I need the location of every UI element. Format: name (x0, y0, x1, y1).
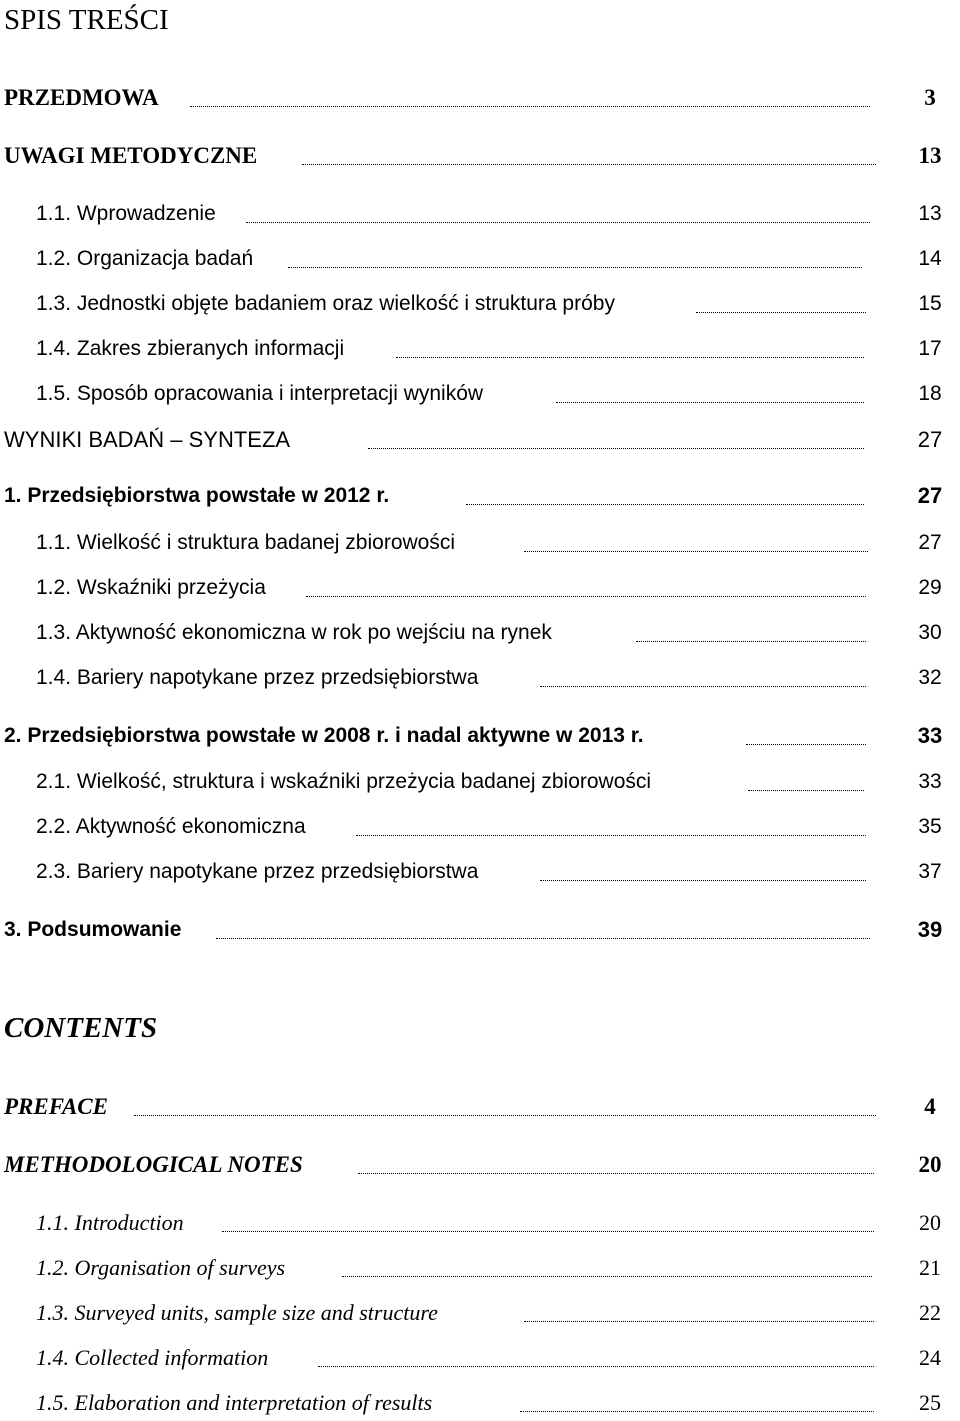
toc-entry[interactable] (0, 572, 960, 604)
toc-entry[interactable] (0, 1252, 960, 1284)
toc-entry[interactable] (0, 1207, 960, 1239)
entry-title: 1.4. Collected information (36, 1345, 269, 1370)
dot-leader (288, 243, 862, 268)
toc-entry[interactable] (0, 424, 960, 456)
page-number: 15 (918, 292, 942, 315)
page-number: 33 (918, 770, 942, 793)
dot-leader (358, 1149, 874, 1174)
toc-title-en: CONTENTS (4, 1012, 158, 1044)
dot-leader (540, 662, 866, 687)
entry-title: 1.2. Wskaźniki przeżycia (36, 576, 266, 599)
page-number: 27 (918, 531, 942, 554)
dot-leader (306, 572, 866, 597)
entry-title: 1.2. Organizacja badań (36, 247, 254, 270)
entry-title: 1.4. Bariery napotykane przez przedsiębiorstwa (36, 666, 479, 689)
toc-entry[interactable] (0, 1342, 960, 1374)
page-number: 13 (918, 202, 942, 225)
dot-leader (556, 378, 864, 403)
page-number: 3 (924, 85, 936, 110)
toc-entry[interactable] (0, 914, 960, 946)
toc-entry[interactable] (0, 811, 960, 843)
page-number: 30 (918, 621, 942, 644)
toc-entry[interactable] (0, 766, 960, 798)
page-number: 24 (919, 1345, 941, 1370)
page-number: 20 (919, 1210, 941, 1235)
toc-entry[interactable] (0, 527, 960, 559)
dot-leader (302, 140, 876, 165)
entry-title: 1.4. Zakres zbieranych informacji (36, 337, 345, 360)
toc-entry[interactable] (0, 1297, 960, 1329)
dot-leader (134, 1091, 876, 1116)
entry-title: 1.1. Introduction (36, 1210, 184, 1235)
toc-entry[interactable] (0, 1149, 960, 1181)
dot-leader (636, 617, 866, 642)
dot-leader (356, 811, 866, 836)
entry-title: 1.3. Surveyed units, sample size and structure (36, 1300, 438, 1325)
toc-entry[interactable] (0, 378, 960, 410)
entry-title: 2.1. Wielkość, struktura i wskaźniki przeżycia badanej zbiorowości (36, 770, 652, 793)
entry-title: 2.2. Aktywność ekonomiczna (36, 815, 306, 838)
entry-title: 1.2. Organisation of surveys (36, 1255, 286, 1280)
page-number: 39 (917, 917, 943, 942)
page-number: 13 (918, 143, 942, 168)
page-number: 14 (918, 247, 942, 270)
toc-entry[interactable] (0, 333, 960, 365)
toc-english (0, 1000, 960, 1421)
toc-title-pl: SPIS TREŚCI (4, 4, 169, 36)
entry-title: 2. Przedsiębiorstwa powstałe w 2008 r. i nadal aktywne w 2013 r. (4, 724, 644, 747)
page-number: 4 (924, 1094, 936, 1119)
entry-title: 1. Przedsiębiorstwa powstałe w 2012 r. (4, 484, 390, 507)
dot-leader (318, 1342, 874, 1367)
page-number: 37 (918, 860, 942, 883)
dot-leader (396, 333, 864, 358)
dot-leader (746, 720, 866, 745)
page-number: 29 (918, 576, 942, 599)
page-number: 35 (918, 815, 942, 838)
page-number: 17 (918, 337, 942, 360)
toc-entry[interactable] (0, 288, 960, 320)
dot-leader (216, 914, 870, 939)
entry-title: 1.1. Wielkość i struktura badanej zbiorowości (36, 531, 456, 554)
toc-entry[interactable] (0, 1091, 960, 1123)
dot-leader (748, 766, 864, 791)
toc-entry[interactable] (0, 720, 960, 752)
page-number: 27 (917, 483, 943, 508)
toc-entry[interactable] (0, 198, 960, 230)
page-number: 22 (919, 1300, 941, 1325)
toc-entry[interactable] (0, 856, 960, 888)
entry-title: 1.5. Elaboration and interpretation of results (36, 1390, 433, 1415)
page-number: 27 (917, 427, 943, 452)
entry-title: PRZEDMOWA (4, 85, 159, 110)
dot-leader (222, 1207, 874, 1232)
dot-leader (466, 480, 864, 505)
entry-title: 3. Podsumowanie (4, 918, 182, 941)
dot-leader (246, 198, 870, 223)
entry-title: 1.3. Aktywność ekonomiczna w rok po wejściu na rynek (36, 621, 552, 644)
toc-entry[interactable] (0, 82, 960, 114)
page-number: 33 (917, 723, 943, 748)
toc-entry[interactable] (0, 617, 960, 649)
dot-leader (190, 82, 870, 107)
page-number: 20 (918, 1152, 942, 1177)
dot-leader (524, 527, 868, 552)
entry-title: 1.1. Wprowadzenie (36, 202, 216, 225)
dot-leader (524, 1297, 874, 1322)
page-number: 18 (918, 382, 942, 405)
entry-title: PREFACE (4, 1094, 108, 1119)
entry-title: WYNIKI BADAŃ – SYNTEZA (4, 427, 291, 452)
entry-title: 1.5. Sposób opracowania i interpretacji wyników (36, 382, 484, 405)
dot-leader (540, 856, 866, 881)
toc-entry[interactable] (0, 662, 960, 694)
page-number: 25 (919, 1390, 941, 1415)
entry-title: UWAGI METODYCZNE (4, 143, 258, 168)
entry-title: 2.3. Bariery napotykane przez przedsiębiorstwa (36, 860, 479, 883)
toc-entry[interactable] (0, 140, 960, 172)
entry-title: METHODOLOGICAL NOTES (4, 1152, 303, 1177)
page-number: 21 (919, 1255, 941, 1280)
dot-leader (342, 1252, 872, 1277)
dot-leader (368, 424, 864, 449)
toc-entry[interactable] (0, 1387, 960, 1419)
dot-leader (520, 1387, 874, 1412)
page-number: 32 (918, 666, 942, 689)
toc-entry[interactable] (0, 243, 960, 275)
toc-entry[interactable] (0, 480, 960, 512)
entry-title: 1.3. Jednostki objęte badaniem oraz wielkość i struktura próby (36, 292, 615, 315)
dot-leader (696, 288, 866, 313)
